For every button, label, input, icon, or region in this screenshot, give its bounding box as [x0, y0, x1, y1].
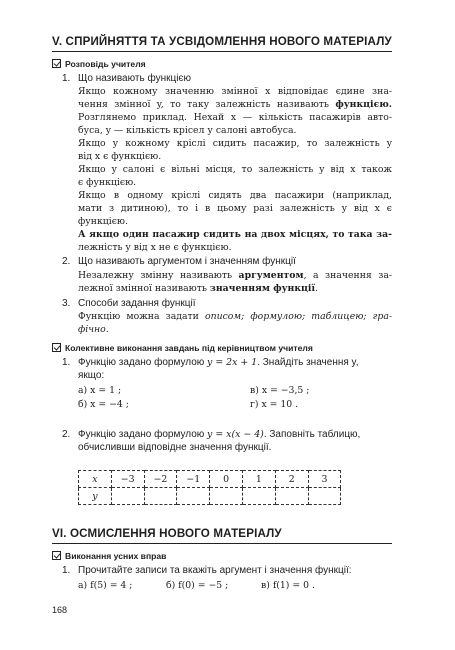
item-number: 2. [62, 256, 71, 267]
table-cell-empty [144, 488, 177, 505]
paragraph-line: буса, y — кількість крісел у салоні автобуса. [78, 125, 297, 136]
table-cell: 2 [275, 471, 308, 488]
item-number: 2. [62, 429, 71, 440]
task-line: обчисливши відповідне значення функції. [78, 442, 272, 453]
paragraph-line: Незалежну змінну називають аргументом, а значення за- [78, 270, 392, 281]
task-line: Функцію задано формулою y = x(x − 4). Заповніть таблицю, [78, 429, 361, 440]
table-row-x [79, 471, 341, 488]
item-title: Що називають функцією [78, 73, 192, 84]
section-6-title: VI. ОСМИСЛЕННЯ НОВОГО МАТЕРІАЛУ [52, 526, 392, 544]
paragraph-line: мати з дитиною), то і в цьому разі залежність y від x є [78, 203, 392, 214]
table-cell-empty [275, 488, 308, 505]
subheading-label: Виконання усних вправ [65, 550, 167, 561]
task-option: а) f(5) = 4 ; [78, 580, 133, 591]
paragraph-line: А якщо один пасажир сидить на двох місцях, то така за- [78, 229, 392, 240]
table-cell: 3 [308, 471, 341, 488]
item-number: 1. [62, 357, 71, 368]
table-cell-empty [177, 488, 210, 505]
paragraph-line: Якщо у кожному кріслі сидить пасажир, то залежність y [78, 138, 392, 149]
subheading-oral-exercises [52, 549, 166, 562]
table-header-y: y [79, 488, 112, 505]
task-option: в) x = −3,5 ; [250, 385, 310, 396]
table-header-x: x [79, 471, 112, 488]
values-table [78, 470, 341, 505]
paragraph-line: Якщо у салоні є вільні місця, то залежність y від x також [78, 164, 392, 175]
paragraph-line: Якщо кожному значенню змінної x відповідає єдине зна- [78, 86, 392, 97]
checkbox-icon [52, 59, 61, 68]
subheading-label: Колективне виконання завдань під керівництвом учителя [65, 342, 313, 353]
paragraph-line: чення змінної y, то таку залежність називають функцією. [78, 99, 392, 110]
paragraph-line: лежність y від x не є функцією. [78, 242, 232, 253]
table-cell-empty [210, 488, 243, 505]
item-title: Що називають аргументом і значенням функції [78, 256, 296, 267]
page-number: 168 [52, 605, 68, 615]
table-row-y [79, 488, 341, 505]
subheading-label: Розповідь учителя [65, 58, 146, 69]
table-cell-empty [111, 488, 144, 505]
item-number: 3. [62, 298, 71, 309]
table-cell: 1 [242, 471, 275, 488]
table-cell-empty [242, 488, 275, 505]
paragraph-line: лежної змінної називають значенням функції. [78, 283, 318, 294]
checkbox-icon [52, 343, 61, 352]
paragraph-line: Розглянемо приклад. Нехай x — кількість пасажирів авто- [78, 112, 392, 123]
task-option: г) x = 10 . [250, 399, 299, 410]
subheading-collective [52, 341, 313, 354]
section-5-title: V. СПРИЙНЯТТЯ ТА УСВІДОМЛЕННЯ НОВОГО МАТЕРІАЛУ [52, 34, 392, 52]
table-cell: 0 [210, 471, 243, 488]
table-cell: −3 [111, 471, 144, 488]
table-cell-empty [308, 488, 341, 505]
task-option: б) x = −4 ; [78, 399, 129, 410]
paragraph-line: Функцію можна задати описом; формулою; таблицею; гра- [78, 311, 392, 322]
checkbox-icon [52, 551, 61, 560]
task-line: Функцію задано формулою y = 2x + 1. Знайдіть значення y, [78, 357, 359, 368]
item-number: 1. [62, 565, 71, 576]
paragraph-line: Якщо в одному кріслі сидять два пасажири (наприклад, [78, 190, 392, 201]
table-cell: −1 [177, 471, 210, 488]
table-cell: −2 [144, 471, 177, 488]
item-number: 1. [62, 73, 71, 84]
paragraph-line: є функцією. [78, 177, 137, 188]
task-line: Прочитайте записи та вкажіть аргумент і значення функції: [78, 565, 352, 576]
task-option: в) f(1) = 0 . [261, 580, 315, 591]
paragraph-line: фічно. [78, 324, 109, 335]
paragraph-line: функцією. [78, 216, 128, 227]
task-option: а) x = 1 ; [78, 385, 122, 396]
task-option: б) f(0) = −5 ; [166, 580, 229, 591]
paragraph-line: від x є функцією. [78, 151, 162, 162]
task-line: якщо: [78, 370, 105, 381]
subheading-teacher-story [52, 57, 146, 70]
item-title: Способи задання функції [78, 298, 196, 309]
